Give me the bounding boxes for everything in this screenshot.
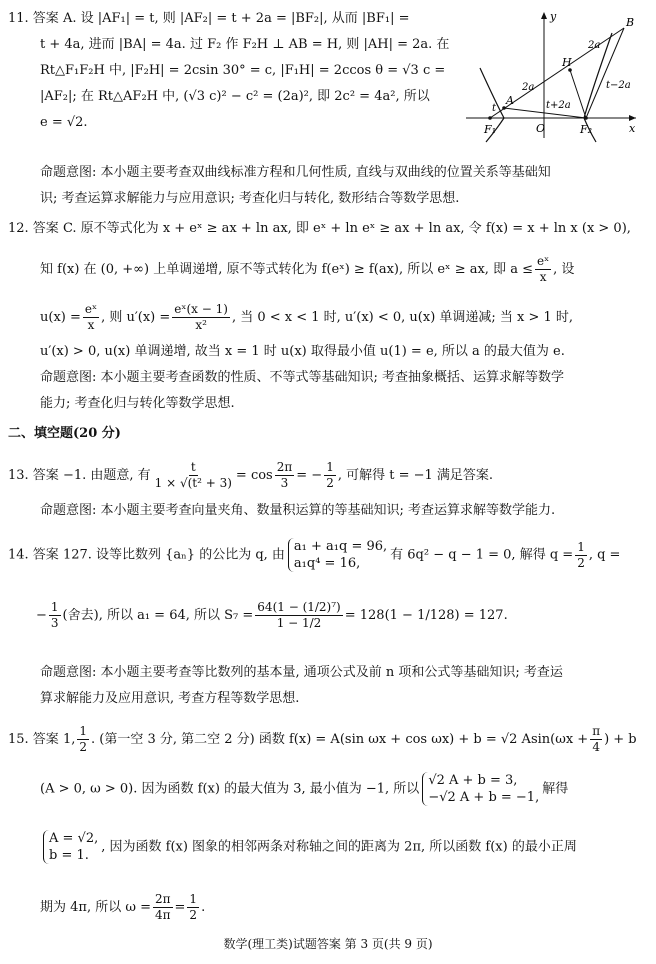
q15-eq3: A = √2,	[49, 831, 99, 846]
label-x: x	[629, 122, 636, 135]
q12-line2	[40, 254, 574, 285]
q14-intent2: 算求解能力及应用意识, 考查方程等数学思想.	[40, 691, 300, 706]
frac-den: 3	[50, 616, 59, 630]
q11-line3: Rt△F₁F₂H 中, |F₂H| = 2csin 30° = c, |F₁H| = 2ccos θ = √3 c =	[40, 63, 446, 78]
q12-line3-b: , 则 u′(x) =	[101, 310, 171, 325]
frac-num: π	[592, 724, 601, 738]
q14-system	[288, 538, 387, 572]
label-a: A	[506, 94, 514, 107]
point-f2	[584, 116, 588, 120]
q13-c: = −	[296, 468, 323, 483]
label-2a-lower: 2a	[522, 82, 535, 93]
frac-num: 1	[50, 600, 59, 614]
q15-a: 15. 答案 1,	[8, 732, 76, 747]
q15-line1	[8, 724, 637, 755]
q11-line4: |AF₂|; 在 Rt△AF₂H 中, (√3 c)² − c² = (2a)², 即 2c² = 4a², 所以	[40, 89, 430, 104]
q11-line5: e = √2.	[40, 115, 88, 130]
q13-intent1: 命题意图: 本小题主要考查向量夹角、数量积运算的等基础知识; 考查运算求解等数学能力.	[40, 503, 556, 518]
q13-d: , 可解得 t = −1 满足答案.	[337, 468, 494, 483]
frac-den: 3	[280, 476, 289, 490]
q12-line2-tail: , 设	[553, 262, 575, 277]
label-t-plus-2a: t+2a	[546, 100, 571, 111]
frac-den: 2	[79, 740, 87, 754]
q11-intent1: 命题意图: 本小题主要考查双曲线标准方程和几何性质, 直线与双曲线的位置关系等基础知	[40, 165, 551, 180]
frac-num: 1	[577, 539, 585, 554]
q11-line1: 11. 答案 A. 设 |AF₁| = t, 则 |AF₂| = t + 2a = |BF₂|, 从而 |BF₁| =	[8, 11, 410, 26]
frac-den: x²	[195, 318, 207, 332]
q13-b: = cos	[235, 468, 273, 483]
q12-line3-a: u(x) =	[40, 310, 81, 325]
label-t-minus-2a: t−2a	[606, 80, 631, 91]
label-2a-upper: 2a	[588, 40, 601, 51]
q15-f: , 因为函数 f(x) 图象的相邻两条对称轴之间的距离为 2π, 所以函数 f(x) 的最小正周	[101, 839, 577, 855]
q12-line1: 12. 答案 C. 原不等式化为 x + eˣ ≥ ax + ln ax, 即 eˣ + ln eˣ ≥ ax + ln ax, 令 f(x) = x + ln x (x > 0),	[8, 221, 631, 236]
section-fill-in: 二、填空题(20 分)	[8, 426, 121, 441]
q15-c: ) + b	[604, 732, 637, 747]
label-b: B	[626, 16, 635, 29]
frac-num: 1	[79, 724, 87, 738]
q15-frac-half	[77, 724, 89, 755]
q15-line4	[40, 892, 205, 923]
frac-den: 2	[577, 555, 585, 570]
frac-num: 2π	[154, 892, 171, 906]
q14-frac-s7	[255, 600, 342, 631]
q15-line3	[40, 830, 577, 864]
frac-den: 2	[326, 476, 334, 490]
frac-num: 2π	[276, 460, 293, 474]
line-a-f2	[504, 108, 586, 118]
q15-eq4: b = 1.	[49, 848, 89, 863]
label-o: O	[536, 122, 546, 135]
frac-num: eˣ(x − 1)	[174, 302, 228, 316]
label-y: y	[550, 10, 557, 23]
q15-g: 期为 4π, 所以 ω =	[40, 900, 151, 915]
frac-den: 1 − 1/2	[276, 616, 322, 630]
frac-num: 1	[326, 460, 334, 474]
q12-frac-uprime	[172, 302, 230, 333]
point-f1	[488, 116, 492, 120]
q13-line1	[8, 460, 493, 491]
q15-system1	[422, 772, 539, 806]
frac-num: t	[190, 460, 196, 474]
q14-eq1: a₁ + a₁q = 96,	[293, 539, 388, 554]
q12-line3	[40, 302, 573, 333]
q15-line2	[40, 772, 568, 806]
q14-line2	[36, 600, 508, 631]
q13-frac-half	[324, 460, 336, 491]
q11-line2: t + 4a, 进而 |BA| = 4a. 过 F₂ 作 F₂H ⊥ AB = H, 则 |AH| = 2a. 在	[40, 37, 450, 52]
frac-den: x	[87, 318, 95, 332]
x-axis-arrow	[629, 115, 636, 121]
q15-eq2: −√2 A + b = −1,	[428, 790, 540, 805]
frac-den: 4π	[154, 908, 171, 922]
q15-frac-omega	[153, 892, 173, 923]
frac-num: eˣ	[536, 254, 550, 268]
q14-neg: −	[36, 608, 47, 623]
label-h: H	[562, 56, 572, 69]
q14-e: = 128(1 − 1/128) = 127.	[344, 608, 508, 623]
q15-frac-result	[187, 892, 199, 923]
frac-num: eˣ	[84, 302, 98, 316]
label-f2: F₂	[580, 123, 593, 136]
hyperbola-figure	[466, 8, 646, 143]
label-f1: F₁	[484, 123, 497, 136]
q14-frac-q	[575, 540, 587, 571]
q12-line2-text: 知 f(x) 在 (0, +∞) 上单调递增, 原不等式转化为 f(eˣ) ≥ f(ax), 所以 eˣ ≥ ax, 即 a ≤	[40, 262, 533, 277]
q14-a: 14. 答案 127. 设等比数列 {aₙ} 的公比为 q, 由	[8, 547, 285, 563]
q13-frac-2pi3	[275, 460, 295, 491]
q12-frac-u	[83, 302, 99, 333]
q14-c: , q =	[588, 547, 621, 563]
q15-frac-pi4	[590, 724, 602, 755]
q15-eq1: √2 A + b = 3,	[428, 773, 518, 788]
frac-den: 1 × √(t² + 3)	[154, 476, 232, 490]
q15-e: 解得	[542, 781, 569, 797]
frac-den: 2	[189, 908, 198, 922]
page-footer: 数学(理工类)试题答案 第 3 页(共 9 页)	[223, 937, 433, 951]
q14-intent1: 命题意图: 本小题主要考查等比数列的基本量, 通项公式及前 n 项和公式等基础知识; 考查运	[40, 665, 563, 680]
q14-line1	[8, 538, 620, 572]
line-h-f2	[570, 70, 586, 118]
q14-b: 有 6q² − q − 1 = 0, 解得 q =	[390, 547, 574, 563]
y-axis-arrow	[541, 12, 547, 19]
frac-num: 64(1 − (1/2)⁷)	[257, 600, 341, 614]
q11-intent2: 识; 考查运算求解能力与应用意识; 考查化归与转化, 数形结合等数学思想.	[40, 191, 460, 206]
frac-den: 4	[592, 740, 600, 754]
q15-d: (A > 0, ω > 0). 因为函数 f(x) 的最大值为 3, 最小值为 −1, 所以	[40, 781, 420, 797]
q14-eq2: a₁q⁴ = 16,	[293, 556, 361, 571]
q12-line3-c: , 当 0 < x < 1 时, u′(x) < 0, u(x) 单调递减; 当 x > 1 时,	[231, 310, 574, 325]
q14-d: (舍去), 所以 a₁ = 64, 所以 S₇ =	[62, 608, 254, 623]
q12-line4: u′(x) > 0, u(x) 单调递增, 故当 x = 1 时 u(x) 取得最小值 u(1) = e, 所以 a 的最大值为 e.	[40, 344, 565, 359]
q15-b: . (第一空 3 分, 第二空 2 分) 函数 f(x) = A(sin ωx + cos ωx) + b = √2 Asin(ωx +	[90, 732, 589, 747]
frac-den: x	[539, 270, 547, 284]
frac-num: 1	[189, 892, 198, 906]
q12-intent2: 能力; 考查化归与转化等数学思想.	[40, 396, 235, 411]
q13-frac-t	[153, 460, 234, 491]
q15-i: .	[201, 900, 206, 915]
q14-frac-third	[49, 600, 61, 631]
q15-h: =	[174, 900, 186, 915]
q12-intent1: 命题意图: 本小题主要考查函数的性质、不等式等基础知识; 考查抽象概括、运算求解等数学	[40, 370, 565, 385]
label-t: t	[492, 103, 497, 114]
q15-system2	[43, 830, 98, 864]
q13-a: 13. 答案 −1. 由题意, 有	[8, 468, 151, 483]
q12-frac-ex-x	[535, 254, 551, 285]
